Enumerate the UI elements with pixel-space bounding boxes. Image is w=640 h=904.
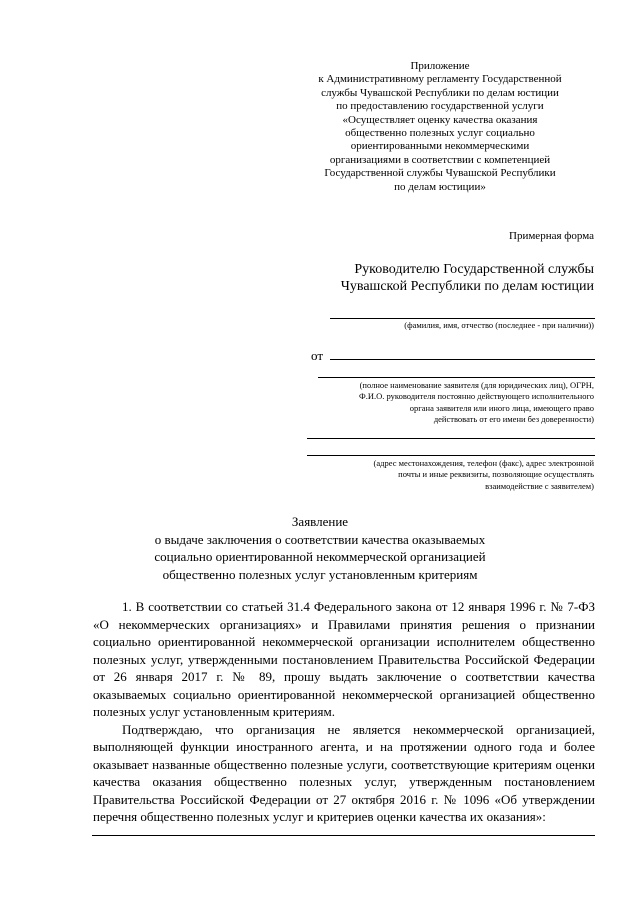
form-type-label: Примерная форма xyxy=(509,230,594,242)
paragraph-1: 1. В соответствии со статьей 31.4 Федерального закона от 12 января 1996 г. № 7-ФЗ «О некоммерческих организациях» и Правилами принятия решения о признании социально ориентированной некоммерческой организации исполнителем общественно полезных услуг, утвержденными постановлением Правительства Российской Федерации от 26 января 2017 г. № 89, прошу выдать заключение о соответствии качества оказываемых социально ориентированной некоммерческой организацией общественно полезных услуг установленным критериям. xyxy=(93,599,595,719)
appendix-line: организациями в соответствии с компетенцией xyxy=(329,153,551,166)
appendix-line: по делам юстиции» xyxy=(394,180,486,193)
appendix-header xyxy=(300,60,580,194)
fio-field-line[interactable] xyxy=(330,318,595,319)
applicant-field-line-1[interactable] xyxy=(330,359,595,360)
applicant-hint-line: органа заявителя или иного лица, имеющего право xyxy=(409,403,594,413)
appendix-line: Приложение xyxy=(410,60,470,72)
applicant-hint-line: Ф.И.О. руководителя постоянно действующего исполнительного xyxy=(359,391,594,401)
address-field-line-1[interactable] xyxy=(307,438,595,439)
fio-hint: (фамилия, имя, отчество (последнее - при наличии)) xyxy=(404,320,594,330)
statement-title-line: Заявление xyxy=(291,514,349,529)
from-label: от xyxy=(311,348,324,363)
address-hint-line: почты и иные реквизиты, позволяющие осуществлять xyxy=(398,469,594,479)
addressee-block xyxy=(341,261,594,295)
statement-title-line: общественно полезных услуг установленным критериям xyxy=(162,566,478,582)
statement-body xyxy=(93,598,595,826)
entry-field-line[interactable] xyxy=(92,835,595,836)
addressee-line: Руководителю Государственной службы xyxy=(354,262,594,277)
paragraph-2: Подтверждаю, что организация не является некоммерческой организацией, выполняющей функции иностранного агента, и на протяжении одного года и более оказывает названные общественно полезные услуги, соответствующие критериям оценки качества оказания общественно полезных услуг, утвержденным постановлением Правительства Российской Федерации от 27 октября 2016 г. № 1096 «Об утверждении перечня общественно полезных услуг и критериев оценки качества их оказания»: xyxy=(93,721,595,824)
appendix-line: «Осуществляет оценку качества оказания xyxy=(342,113,538,126)
address-hint-line: взаимодействие с заявителем) xyxy=(485,481,594,491)
statement-title xyxy=(90,513,550,583)
addressee-line: Чувашской Республики по делам юстиции xyxy=(340,279,594,294)
address-hint-line: (адрес местонахождения, телефон (факс), адрес электронной xyxy=(373,458,594,468)
appendix-line: общественно полезных услуг социально xyxy=(345,127,535,140)
appendix-line: службы Чувашской Республики по делам юстиции xyxy=(321,86,559,99)
appendix-line: Государственной службы Чувашской Республики xyxy=(324,167,556,180)
applicant-hint-line: действовать от его имени без доверенности) xyxy=(433,414,594,424)
statement-title-line: социально ориентированной некоммерческой организацией xyxy=(154,549,486,564)
appendix-line: по предоставлению государственной услуги xyxy=(336,100,544,113)
appendix-line: ориентированными некоммерческими xyxy=(350,140,530,153)
address-field-line-2[interactable] xyxy=(307,455,595,456)
applicant-hint-line: (полное наименование заявителя (для юридических лиц), ОГРН, xyxy=(359,380,594,390)
appendix-line: к Административному регламенту Государственной xyxy=(318,73,562,86)
statement-title-line: о выдаче заключения о соответствии качества оказываемых xyxy=(154,531,486,547)
applicant-field-line-2[interactable] xyxy=(318,377,595,378)
